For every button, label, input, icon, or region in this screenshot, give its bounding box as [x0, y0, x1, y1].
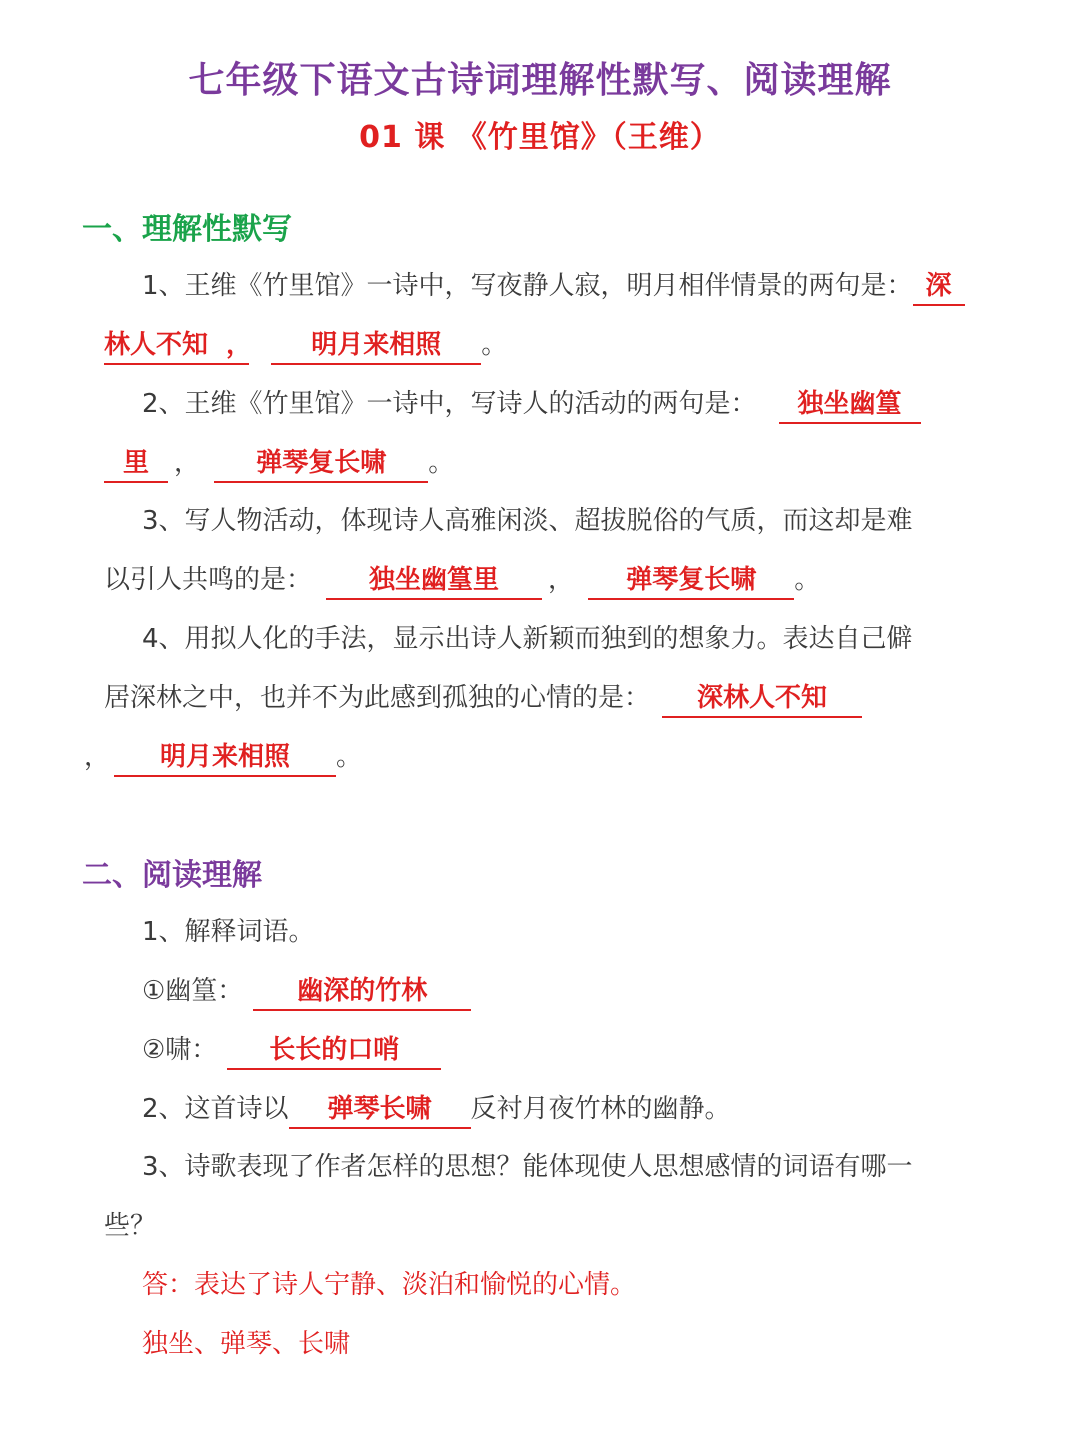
question-1-1 [142, 266, 965, 306]
word-explain-1 [142, 971, 471, 1011]
page-title: 七年级下语文古诗词理解性默写、阅读理解 [188, 60, 892, 101]
question-text: 4、用拟人化的手法，显示出诗人新颖而独到的想象力。表达自己僻 [142, 624, 913, 654]
answer-blank: 弹琴复长啸 [214, 445, 428, 483]
answer-keywords [142, 1324, 350, 1364]
answer-blank: 深林人不知 [662, 680, 862, 718]
answer-line: 独坐、弹琴、长啸 [142, 1329, 351, 1359]
punctuation: 。 [794, 565, 821, 595]
answer-line: 答：表达了诗人宁静、淡泊和愉悦的心情。 [142, 1270, 637, 1300]
section-heading-dictation: 一、理解性默写 [82, 212, 292, 247]
lesson-subtitle: 01 课 《竹里馆》（王维） [359, 120, 721, 155]
question-text: 2、这首诗以 [142, 1094, 289, 1124]
punctuation: ， [84, 742, 111, 772]
question-text: 3、诗歌表现了作者怎样的思想？能体现使人思想感情的词语有哪一 [142, 1152, 913, 1182]
punctuation: ， [174, 448, 201, 478]
question-1-3-cont [104, 560, 820, 600]
question-text: 居深林之中，也并不为此感到孤独的心情的是： [104, 683, 651, 713]
answer-blank: 里 [104, 445, 168, 483]
answer-blank: 明月来相照 [114, 739, 336, 777]
question-1-2 [142, 384, 921, 424]
question-text: 反衬月夜竹林的幽静。 [470, 1094, 731, 1124]
answer-blank: 独坐幽篁里 [326, 562, 542, 600]
term-label: ②啸： [142, 1035, 218, 1065]
punctuation: ， [548, 565, 575, 595]
question-2-3 [142, 1147, 913, 1187]
question-text: 3、写人物活动，体现诗人高雅闲淡、超拔脱俗的气质，而这却是难 [142, 506, 913, 536]
question-text: 些？ [104, 1211, 157, 1241]
question-1-4-cont2 [84, 737, 362, 777]
answer-blank: 深 [913, 268, 965, 306]
term-label: ①幽篁： [142, 976, 244, 1006]
question-1-4 [142, 619, 913, 659]
question-2-3-cont [104, 1206, 156, 1246]
answer-text [142, 1265, 636, 1305]
section-heading-reading: 二、阅读理解 [82, 858, 262, 893]
answer-blank: 林人不知 ， [104, 327, 249, 365]
punctuation: 。 [336, 742, 363, 772]
question-1-2-cont [104, 443, 454, 483]
question-2-2 [142, 1089, 731, 1129]
answer-blank: 长长的口哨 [227, 1032, 441, 1070]
question-text: 1、王维《竹里馆》一诗中，写夜静人寂，明月相伴情景的两句是： [142, 271, 913, 301]
question-1-4-cont [104, 678, 862, 718]
question-text: 2、王维《竹里馆》一诗中，写诗人的活动的两句是： [142, 389, 757, 419]
question-2-1 [142, 912, 315, 952]
punctuation: 。 [481, 330, 508, 360]
question-text: 1、解释词语。 [142, 917, 315, 947]
question-text: 以引人共鸣的是： [104, 565, 313, 595]
answer-blank: 明月来相照 [271, 327, 481, 365]
question-1-3 [142, 501, 913, 541]
answer-blank: 弹琴复长啸 [588, 562, 794, 600]
answer-blank: 幽深的竹林 [253, 973, 471, 1011]
answer-blank: 独坐幽篁 [779, 386, 921, 424]
word-explain-2 [142, 1030, 441, 1070]
answer-blank: 弹琴长啸 [289, 1091, 471, 1129]
question-1-1-cont [104, 325, 507, 365]
punctuation: 。 [428, 448, 455, 478]
